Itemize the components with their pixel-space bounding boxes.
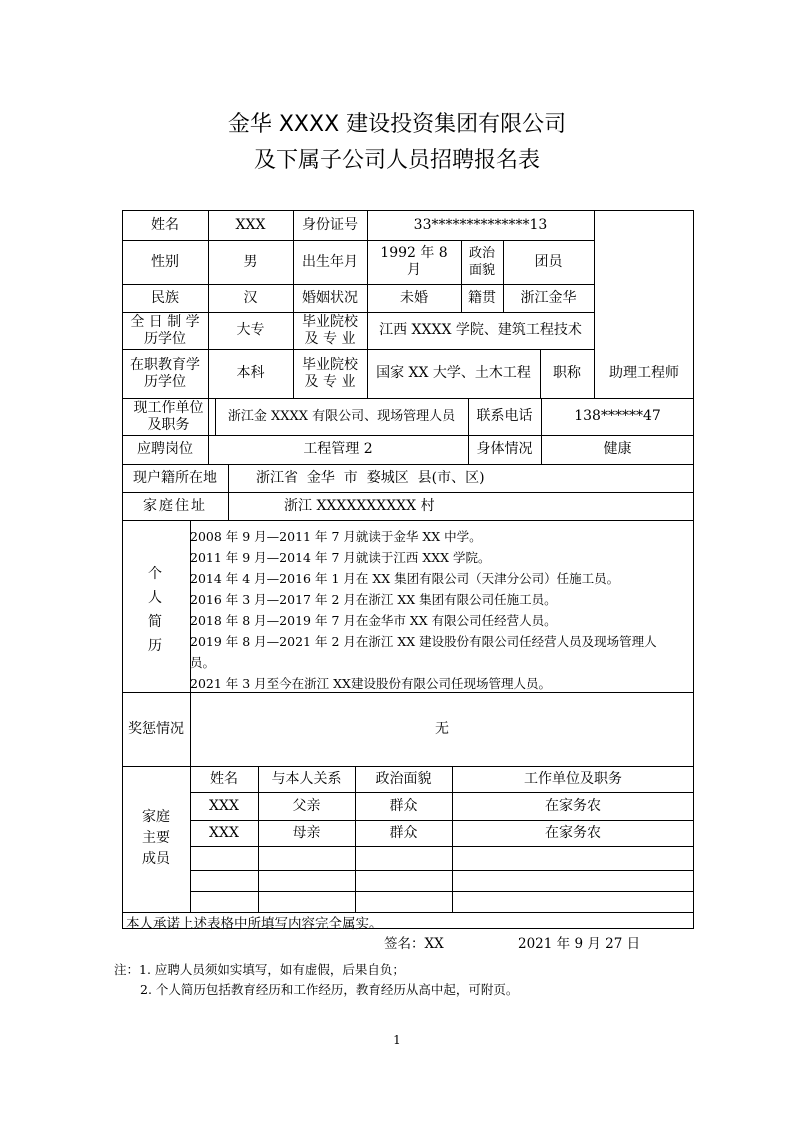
family-header-politics: 政治面貌	[375, 770, 432, 787]
note-line-1: 注：1. 应聘人员须如实填写，如有虚假，后果自负；	[114, 962, 405, 977]
resume-line: 2019 年 8 月—2021 年 2 月在浙江 XX 建设股份有限公司任经营人员及现场管理人	[190, 634, 657, 649]
ethnic-value: 汉	[243, 289, 258, 306]
row-divider	[190, 891, 694, 892]
health-label: 身体情况	[476, 441, 533, 457]
row-divider	[190, 846, 694, 847]
school-value: 国家 XX 大学、土木工程	[376, 365, 531, 381]
gender-label: 性别	[151, 253, 179, 270]
birth-label: 出生年月	[302, 253, 358, 270]
address-label: 家庭住址	[143, 497, 207, 514]
row-divider	[122, 912, 694, 913]
inservice-edu-label: 在职教育学历学位	[130, 356, 200, 390]
family-row-cell: XXX	[209, 824, 239, 841]
native-place-label: 籍贯	[468, 289, 496, 306]
family-row-cell: 父亲	[292, 797, 321, 814]
fulltime-edu-label: 全 日 制 学历学位	[130, 313, 200, 347]
birth-value: 1992 年 8 月	[380, 245, 448, 278]
professional-title-label: 职称	[553, 365, 581, 381]
resume-line: 2016 年 3 月—2017 年 2 月在浙江 XX 集团有限公司任施工员。	[190, 592, 557, 607]
resume-line: 员。	[190, 655, 216, 670]
awards-value: 无	[435, 720, 449, 737]
professional-title-value: 助理工程师	[609, 365, 679, 381]
resume-list	[190, 526, 694, 694]
marital-label: 婚姻状况	[302, 289, 358, 306]
resume-line: 2014 年 4 月—2016 年 1 月在 XX 集团有限公司（天津分公司）任施工员。	[190, 571, 620, 586]
family-row-cell: 母亲	[292, 824, 321, 841]
school-value: 江西 XXXX 学院、建筑工程技术	[379, 322, 582, 338]
hukou-label: 现户籍所在地	[133, 469, 217, 486]
form-subtitle: 及下属子公司人员招聘报名表	[253, 148, 540, 173]
family-row-cell: 在家务农	[545, 824, 601, 841]
marital-value: 未婚	[400, 289, 428, 306]
row-divider	[190, 870, 694, 871]
pledge-text: 本人承诺上述表格中所填写内容完全属实。	[126, 916, 383, 932]
position-value: 工程管理 2	[303, 441, 373, 457]
name-value: XXX	[235, 216, 266, 233]
health-value: 健康	[603, 441, 632, 457]
form-title: 金华 XXXX 建设投资集团有限公司	[227, 112, 567, 137]
phone-label: 联系电话	[476, 408, 533, 424]
politics-label: 政治面貌	[468, 246, 495, 278]
family-row-cell: 群众	[389, 797, 418, 814]
school-label: 毕业院校及 专 业	[302, 356, 358, 390]
family-row-cell: XXX	[209, 797, 239, 814]
note-line-2: 2. 个人简历包括教育经历和工作经历，教育经历从高中起，可附页。	[140, 982, 519, 997]
hukou-value: 浙江省 金华 市 婺城区 县(市、区)	[256, 469, 485, 486]
resume-line: 2008 年 9 月—2011 年 7 月就读于金华 XX 中学。	[190, 529, 482, 544]
politics-value: 团员	[534, 253, 563, 270]
row-divider	[122, 520, 694, 521]
family-row-cell: 群众	[389, 824, 418, 841]
signature: 签名：XX	[384, 936, 444, 952]
ethnic-label: 民族	[151, 289, 179, 306]
fulltime-edu-value: 大专	[236, 322, 265, 338]
current-job-value: 浙江金 XXXX 有限公司、现场管理人员	[227, 409, 456, 424]
name-label: 姓名	[151, 216, 179, 233]
resume-line: 2018 年 8 月—2019 年 7 月在金华市 XX 有限公司任经营人员。	[190, 613, 557, 628]
gender-value: 男	[243, 253, 258, 270]
address-value: 浙江 XXXXXXXXXX 村	[284, 497, 435, 514]
family-header-name: 姓名	[210, 770, 238, 787]
page-number: 1	[393, 1033, 401, 1047]
family-header-employer: 工作单位及职务	[524, 770, 622, 787]
phone-value: 138******47	[574, 408, 661, 424]
id-number-label: 身份证号	[302, 216, 358, 233]
id-number-value: 33**************13	[413, 216, 548, 233]
resume-line: 2021 年 3 月至今在浙江 XX建设股份有限公司任现场管理人员。	[190, 676, 551, 691]
sign-date: 2021 年 9 月 27 日	[518, 936, 641, 952]
native-place-value: 浙江金华	[520, 289, 577, 306]
school-label: 毕业院校及 专 业	[302, 313, 358, 347]
current-job-label: 现工作单位及职务	[133, 399, 204, 433]
family-row-cell: 在家务农	[545, 797, 601, 814]
family-label: 家庭主要成员	[142, 808, 170, 867]
resume-line: 2011 年 9 月—2014 年 7 月就读于江西 XXX 学院。	[190, 550, 491, 565]
awards-label: 奖惩情况	[128, 720, 184, 737]
family-header-relation: 与本人关系	[271, 770, 342, 787]
resume-label: 个人简历	[148, 566, 162, 654]
position-label: 应聘岗位	[137, 441, 193, 457]
inservice-edu-value: 本科	[236, 365, 265, 381]
